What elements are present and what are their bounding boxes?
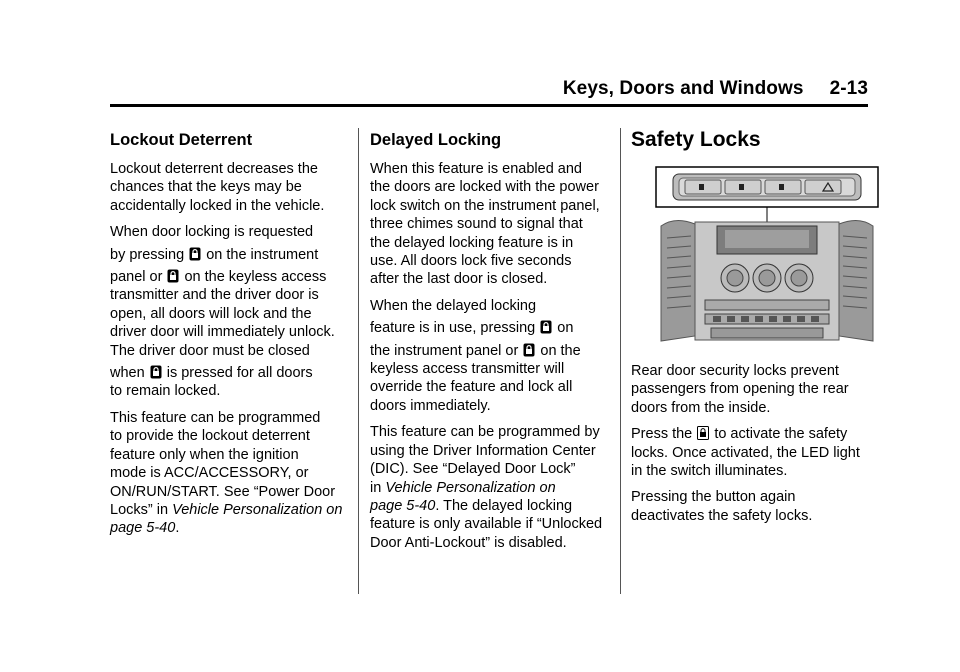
paragraph [110,223,346,401]
text-line: When the delayed locking [370,297,537,314]
text-line: when is pressed for all doors [110,365,313,382]
page-header [110,78,868,100]
dashboard [839,220,873,341]
paragraph [631,488,871,525]
text-line: page 5‑40. [110,520,180,537]
text-line: deactivates the safety locks. [631,507,813,524]
text-line: keyless access transmitter will [370,361,565,378]
text-line: This feature can be programmed by [370,424,600,441]
column-divider-2 [620,128,621,594]
text-line: feature only when the ignition [110,446,299,463]
column-lockout-deterrent [110,128,346,546]
header-rule [110,104,868,107]
lock-icon [150,365,162,379]
lock-icon [167,269,179,283]
cross-reference-page: page 5‑40 [370,497,436,514]
text-line: the instrument panel or on the [370,342,581,359]
text-line: mode is ACC/ACCESSORY, or [110,465,309,482]
text-line: to provide the lockout deterrent [110,428,310,445]
cross-reference-link: Vehicle Personalization on [385,479,556,496]
lock-switch-icon [699,184,704,190]
text-line: Lockout deterrent decreases the [110,161,318,177]
text-line: by pressing on the instrument [110,246,319,263]
text-line: the delayed locking feature is in [370,234,574,251]
text-line: three chimes sound to signal that [370,216,583,233]
lock-icon [540,320,552,334]
heading-lockout-deterrent: Lockout Deterrent [110,131,253,149]
button-row [705,300,829,310]
text-line: doors immediately. [370,397,491,414]
page-number: 2-13 [829,78,868,99]
lock-icon [523,343,535,357]
text-line: after the last door is closed. [370,271,548,288]
text-line: Door Anti-Lockout” is disabled. [370,534,567,551]
column-delayed-locking [370,128,606,560]
heading-safety-locks: Safety Locks [631,128,761,151]
text-line: override the feature and lock all [370,379,573,396]
text-line: ON/RUN/START. See “Power Door [110,483,336,500]
lock-switch-icon [739,184,744,190]
paragraph [370,297,606,415]
text-line: the doors are locked with the power [370,179,599,196]
text-line: lock switch on the instrument panel, [370,197,600,214]
text-line: Locks” in Vehicle Personalization on [110,501,343,518]
column-divider-1 [358,128,359,594]
text-line: The driver door must be closed [110,342,310,359]
text-line: page 5‑40. The delayed locking [370,497,573,514]
child-safety-lock-icon [697,426,709,440]
text-line: This feature can be programmed [110,409,321,426]
paragraph [110,160,346,215]
text-line: feature is in use, pressing on [370,320,574,337]
text-line: to remain locked. [110,383,221,400]
section-title: Keys, Doors and Windows [562,78,804,99]
text-line: When door locking is requested [110,224,314,241]
cross-reference-link: Vehicle Personalization on [172,501,343,518]
text-line: chances that the keys may be [110,179,302,196]
safety-lock-switch-icon [779,184,784,190]
text-line: doors from the inside. [631,399,771,416]
text-line: using the Driver Information Center [370,442,596,459]
paragraph [370,423,606,552]
text-line: Press the to activate the safety [631,426,848,443]
paragraph [631,362,871,417]
paragraph [370,160,606,289]
button-row [711,328,823,338]
cross-reference-page: page 5‑40 [110,520,176,537]
heading-delayed-locking: Delayed Locking [370,131,502,149]
instrument-panel-illustration [655,166,879,344]
column-safety-locks [631,128,871,533]
text-line: driver door will immediately unlock. [110,324,335,341]
text-line: transmitter and the driver door is [110,287,319,304]
text-line: feature is only available if “Unlocked [370,516,603,533]
text-line: Rear door security locks prevent [631,363,839,379]
text-line: Pressing the button again [631,489,796,506]
dashboard [661,220,695,341]
text-line: When this feature is enabled and [370,161,582,177]
text-line: accidentally locked in the vehicle. [110,197,325,214]
text-line: locks. Once activated, the LED light [631,444,860,461]
button-row [705,314,829,324]
text-line: open, all doors will lock and the [110,305,312,322]
switch-button [805,180,841,194]
text-line: in Vehicle Personalization on [370,479,556,496]
lock-icon [189,247,201,261]
text-line: passengers from opening the rear [631,381,849,398]
text-line: panel or on the keyless access [110,269,327,286]
paragraph [110,409,346,538]
text-line: in the switch illuminates. [631,463,788,480]
text-line: (DIC). See “Delayed Door Lock” [370,461,576,478]
text-line: use. All doors lock five seconds [370,253,572,270]
paragraph [631,425,871,480]
